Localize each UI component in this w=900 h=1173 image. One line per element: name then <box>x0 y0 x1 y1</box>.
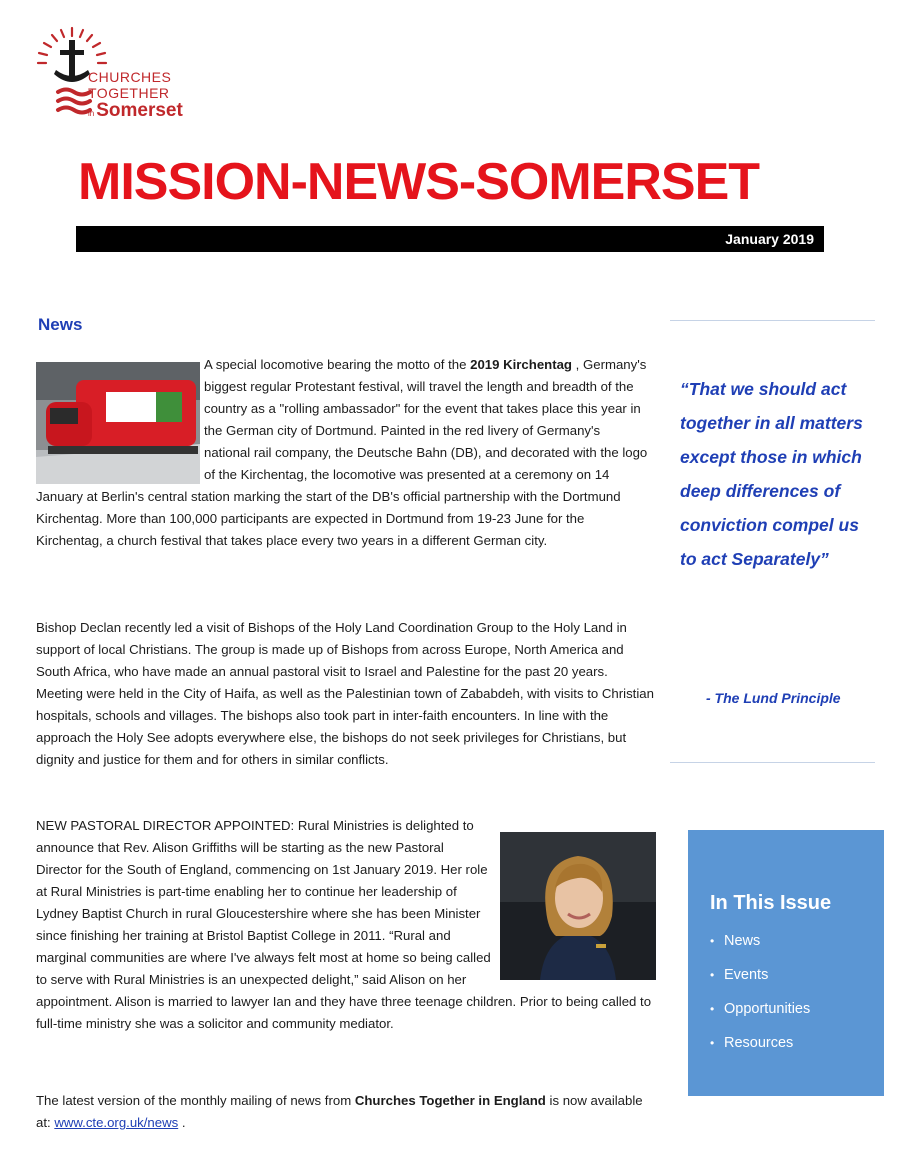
bullet-icon: • <box>710 1002 715 1016</box>
news-paragraph-cte <box>36 1090 656 1134</box>
sidebar-quote: “That we should act together in all matters except those in which deep differences of conviction compel us to act Separately” <box>680 379 863 569</box>
logo-line-3-main: Somerset <box>96 100 183 121</box>
p4-bold: Churches Together in England <box>354 1093 546 1108</box>
issue-item-label: Resources <box>724 1035 794 1051</box>
p1-text-b: , Germany's biggest regular Protestant festival, will travel the length and breadth of the country as a "rolling ambassador" for the event that takes place this year in the German city of Dortmund. Painted in the red livery of Germany's national rail company, the Deutsche Bahn (DB), and decorated with the logo of the Kirchentag, the locomotive was presented at a ceremony on 14 January at Berlin's central station marking the start of the DB's official partnership with the Dortmund Kirchentag. More than 100,000 participants are expected in Dortmund from 19-23 June for the Kirchentag, a church festival that takes place every two years in a different German city. <box>36 357 648 548</box>
p4-text-c: . <box>178 1115 186 1130</box>
issue-item-resources[interactable] <box>710 1032 810 1066</box>
alison-griffiths-photo <box>500 832 656 980</box>
date-bar <box>76 226 824 252</box>
newsletter-title: MISSION-NEWS-SOMERSET <box>78 153 760 211</box>
issue-item-label: Opportunities <box>724 1001 811 1017</box>
logo-line-2: TOGETHER <box>88 85 170 101</box>
logo-line-1: CHURCHES <box>88 69 172 85</box>
p3-text: NEW PASTORAL DIRECTOR APPOINTED: Rural Ministries is delighted to announce that Rev. Alison Griffiths will be starting as the new Pastoral Director for the South of England, commencing on 1st January 2019. Her role at Rural Ministries is part-time enabling her to continue her leadership of Lydney Baptist Church in rural Gloucestershire where she has been Minister since finishing her training at Bristol Baptist College in 2011. “Rural and marginal communities are where I've always felt most at home so being called to serve with Rural Ministries is an unexpected delight,” said Alison on her appointment. Alison is married to lawyer Ian and they have three teenage children. Prior to being called to full-time ministry she was a solicitor and community mediator. <box>36 818 652 1031</box>
p1-bold: 2019 Kirchentag <box>470 357 572 372</box>
locomotive-photo <box>36 362 200 484</box>
issue-item-label: News <box>724 933 761 949</box>
quote-attribution: - The Lund Principle <box>706 690 841 706</box>
in-this-issue-title: In This Issue <box>710 892 832 914</box>
news-paragraph-kirchentag <box>36 354 648 552</box>
p1-text-a: A special locomotive bearing the motto of the <box>204 357 471 372</box>
sidebar-rule-bottom <box>670 762 875 763</box>
logo-wordmark <box>88 70 183 120</box>
issue-date: January 2019 <box>725 231 814 247</box>
bullet-icon: • <box>710 968 715 982</box>
p4-text-a: The latest version of the monthly mailing of news from <box>36 1093 355 1108</box>
news-heading: News <box>38 315 83 334</box>
news-paragraph-bishops: Bishop Declan recently led a visit of Bishops of the Holy Land Coordination Group to the Holy Land in support of local Christians. The group is made up of Bishops from across Europe, North America and South Africa, who have made an annual pastoral visit to Israel and Palestine for the past 20 years. Meeting were held in the City of Haifa, as well as the Palestinian town of Zababdeh, with visits to Christian hospitals, schools and villages. The bishops also took part in inter-faith encounters. In line with the approach the Holy See adopts everywhere else, the bishops do not seek privileges for Christians, but dignity and justice for them and for others in similar conflicts. <box>36 620 654 767</box>
logo <box>28 26 228 126</box>
bullet-icon: • <box>710 934 715 948</box>
issue-item-events[interactable] <box>710 964 810 998</box>
issue-item-label: Events <box>724 967 769 983</box>
cte-news-link[interactable]: www.cte.org.uk/news <box>54 1115 179 1130</box>
logo-line-3-prefix: in <box>88 109 95 118</box>
sidebar-rule-top <box>670 320 875 321</box>
issue-item-opportunities[interactable] <box>710 998 810 1032</box>
logo-line-3 <box>88 101 183 120</box>
p4-text-b: is now available at: <box>36 1093 643 1130</box>
in-this-issue-list <box>710 930 810 1066</box>
bullet-icon: • <box>710 1036 715 1050</box>
issue-item-news[interactable] <box>710 930 810 964</box>
in-this-issue-box <box>688 830 884 1096</box>
news-paragraph-pastoral-director <box>36 815 656 1035</box>
